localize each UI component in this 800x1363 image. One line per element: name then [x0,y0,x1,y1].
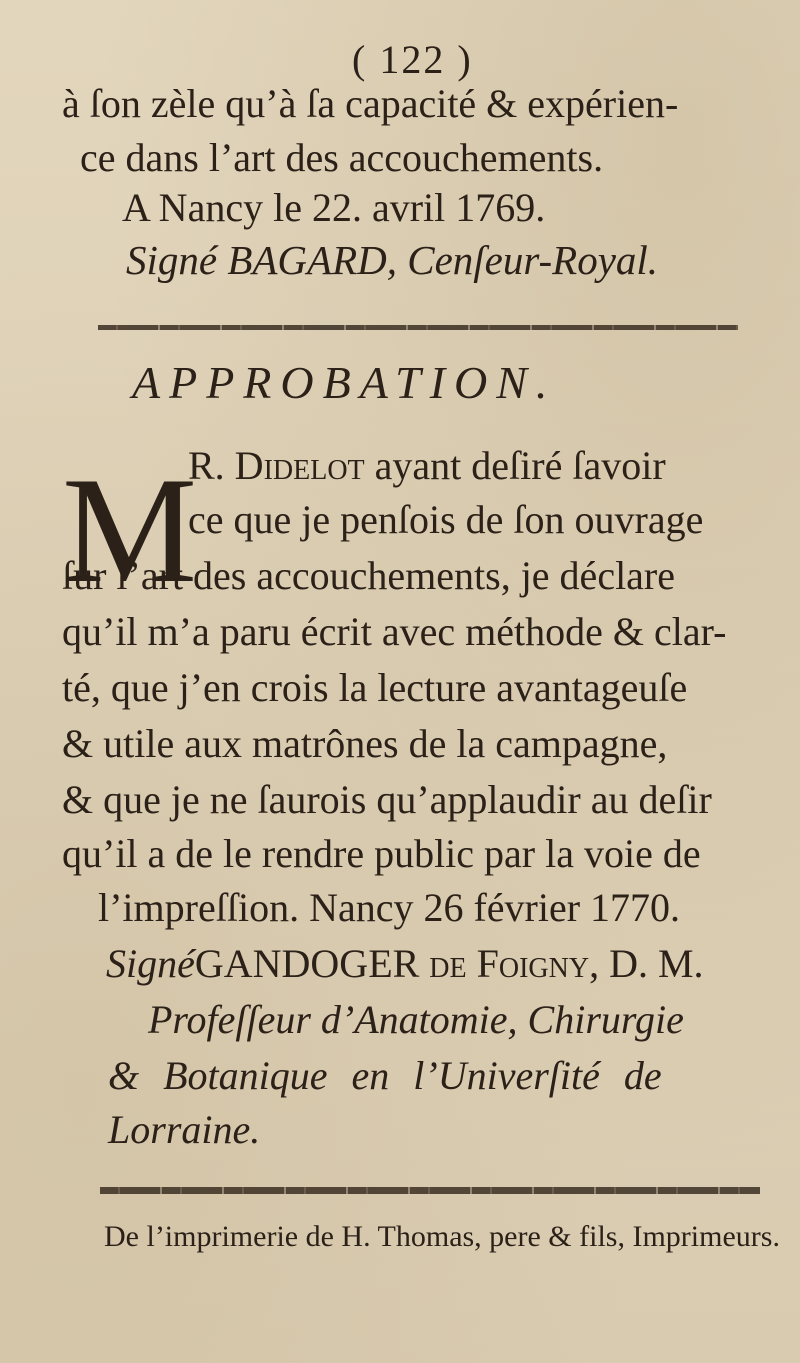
text-line: & que je ne ſaurois qu’applaudir au deſir [62,777,712,822]
title-line: & Botanique en l’Univerſité de [108,1053,662,1098]
text-line: ce dans l’art des accouchements. [80,135,604,180]
text-line: l’impreſſion. Nancy 26 février 1770. [98,885,681,930]
signature-line [106,941,704,986]
author-name: R. Didelot [188,443,365,488]
text-line: ſur l’art des accouchements, je déclare [62,553,676,598]
imprint: De l’imprimerie de H. Thomas, pere & fils, Imprimeurs. [104,1220,780,1253]
text-line: té, que j’en crois la lecture avantageuſe [62,665,688,710]
signature-line: Signé BAGARD, Cenſeur-Royal. [126,237,659,283]
text-line: qu’il m’a paru écrit avec méthode & clar- [62,609,727,654]
title-line: Lorraine. [108,1107,261,1152]
text-line [188,443,666,488]
divider-rule [98,325,738,330]
signed-label: Signé [106,941,195,986]
text-line: ce que je penſois de ſon ouvrage [188,497,704,542]
text-line: & utile aux matrônes de la campagne, [62,721,668,766]
divider-rule [100,1187,760,1194]
text-fragment: ayant deſiré ſavoir [374,443,666,488]
drop-cap: M [62,446,198,614]
text-line: à ſon zèle qu’à ſa capacité & expérien- [62,81,679,126]
title-line: Profeſſeur d’Anatomie, Chirurgie [148,997,684,1042]
page-number: ( 122 ) [352,37,473,82]
signatory-name: GANDOGER de Foigny, D. M. [194,941,704,986]
section-title: APPROBATION. [132,357,557,408]
text-line: A Nancy le 22. avril 1769. [122,185,546,230]
text-line: qu’il a de le rendre public par la voie de [62,831,701,876]
